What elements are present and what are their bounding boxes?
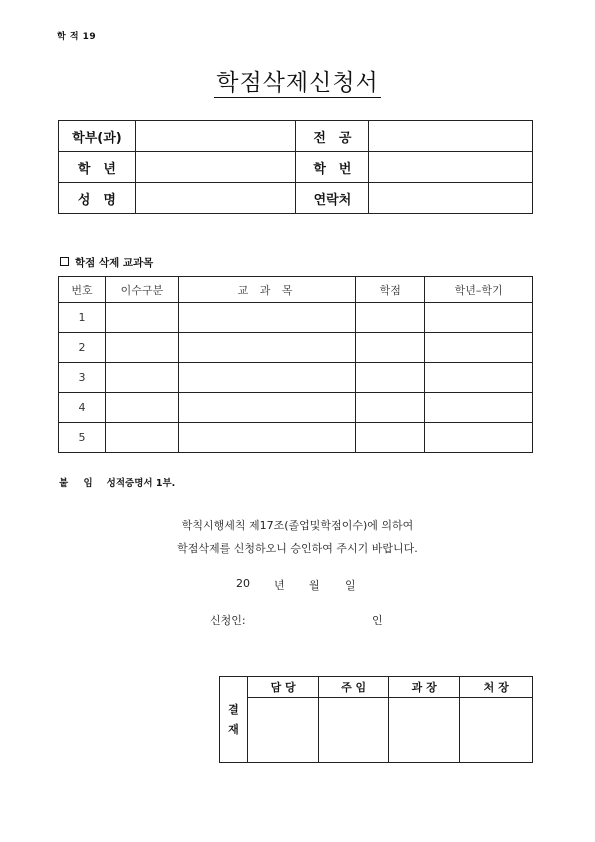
header-number: 번호 (59, 277, 106, 303)
header-credits: 학점 (356, 277, 425, 303)
course-cell[interactable] (178, 333, 356, 363)
table-row (59, 333, 533, 363)
approval-side-label (220, 677, 248, 763)
approval-side-char-2: 재 (228, 722, 239, 736)
student-info-table (58, 120, 533, 214)
checkbox-square-icon (60, 257, 69, 266)
year-semester-cell[interactable] (425, 393, 533, 423)
table-row (59, 303, 533, 333)
courses-header-row (59, 277, 533, 303)
date-year-prefix: 20 (236, 577, 250, 590)
row-number: 2 (59, 333, 106, 363)
attachment-label: 붙 임 (59, 478, 99, 489)
year-field[interactable] (135, 152, 296, 183)
completion-type-cell[interactable] (105, 303, 178, 333)
table-row (59, 423, 533, 453)
courses-heading-text: 학점 삭제 교과목 (75, 257, 154, 269)
major-field[interactable] (369, 121, 533, 152)
name-field[interactable] (135, 183, 296, 214)
approval-signature-box[interactable] (388, 698, 460, 763)
name-label: 성 명 (59, 183, 136, 214)
date-month-label: 월 (309, 579, 320, 592)
row-number: 1 (59, 303, 106, 333)
year-semester-cell[interactable] (425, 303, 533, 333)
row-number: 4 (59, 393, 106, 423)
date-day-label: 일 (345, 579, 356, 592)
year-semester-cell[interactable] (425, 423, 533, 453)
header-year-semester: 학년–학기 (425, 277, 533, 303)
completion-type-cell[interactable] (105, 333, 178, 363)
request-text-line1: 학칙시행세칙 제17조(졸업및학점이수)에 의하여 (181, 519, 414, 532)
approval-role-chief: 주 임 (319, 677, 389, 698)
department-field[interactable] (135, 121, 296, 152)
approval-signature-box[interactable] (460, 698, 533, 763)
request-text-line2: 학점삭제를 신청하오니 승인하여 주시기 바랍니다. (177, 542, 418, 555)
approval-signature-box[interactable] (247, 698, 319, 763)
table-row (59, 363, 533, 393)
applicant-label: 신청인: (210, 614, 246, 627)
attachment-note (59, 475, 175, 489)
header-completion-type: 이수구분 (105, 277, 178, 303)
contact-label: 연락처 (296, 183, 369, 214)
credits-cell[interactable] (356, 363, 425, 393)
table-row (59, 393, 533, 423)
applicant-seal: 인 (372, 614, 383, 627)
row-number: 3 (59, 363, 106, 393)
approval-role-section-head: 과 장 (388, 677, 460, 698)
completion-type-cell[interactable] (105, 363, 178, 393)
credits-cell[interactable] (356, 303, 425, 333)
header-course: 교 과 목 (178, 277, 356, 303)
year-semester-cell[interactable] (425, 363, 533, 393)
student-number-field[interactable] (369, 152, 533, 183)
approval-role-staff: 담 당 (247, 677, 319, 698)
completion-type-cell[interactable] (105, 393, 178, 423)
course-cell[interactable] (178, 363, 356, 393)
course-cell[interactable] (178, 423, 356, 453)
course-cell[interactable] (178, 393, 356, 423)
contact-field[interactable] (369, 183, 533, 214)
row-number: 5 (59, 423, 106, 453)
student-number-label: 학 번 (296, 152, 369, 183)
year-semester-cell[interactable] (425, 333, 533, 363)
department-label: 학부(과) (59, 121, 136, 152)
approval-table (219, 676, 533, 763)
courses-section-heading (60, 255, 153, 270)
page-title (0, 64, 595, 97)
title-text: 학점삭제신청서 (216, 70, 379, 96)
major-label: 전 공 (296, 121, 369, 152)
approval-signature-box[interactable] (319, 698, 389, 763)
credits-cell[interactable] (356, 423, 425, 453)
credits-cell[interactable] (356, 333, 425, 363)
course-cell[interactable] (178, 303, 356, 333)
completion-type-cell[interactable] (105, 423, 178, 453)
form-number: 학 적 19 (57, 32, 97, 42)
attachment-text: 성적증명서 1부. (106, 478, 176, 489)
date-year-label: 년 (274, 579, 285, 592)
courses-table (58, 276, 533, 453)
year-label: 학 년 (59, 152, 136, 183)
approval-side-char-1: 결 (228, 702, 239, 716)
approval-role-director: 처 장 (460, 677, 533, 698)
credits-cell[interactable] (356, 393, 425, 423)
